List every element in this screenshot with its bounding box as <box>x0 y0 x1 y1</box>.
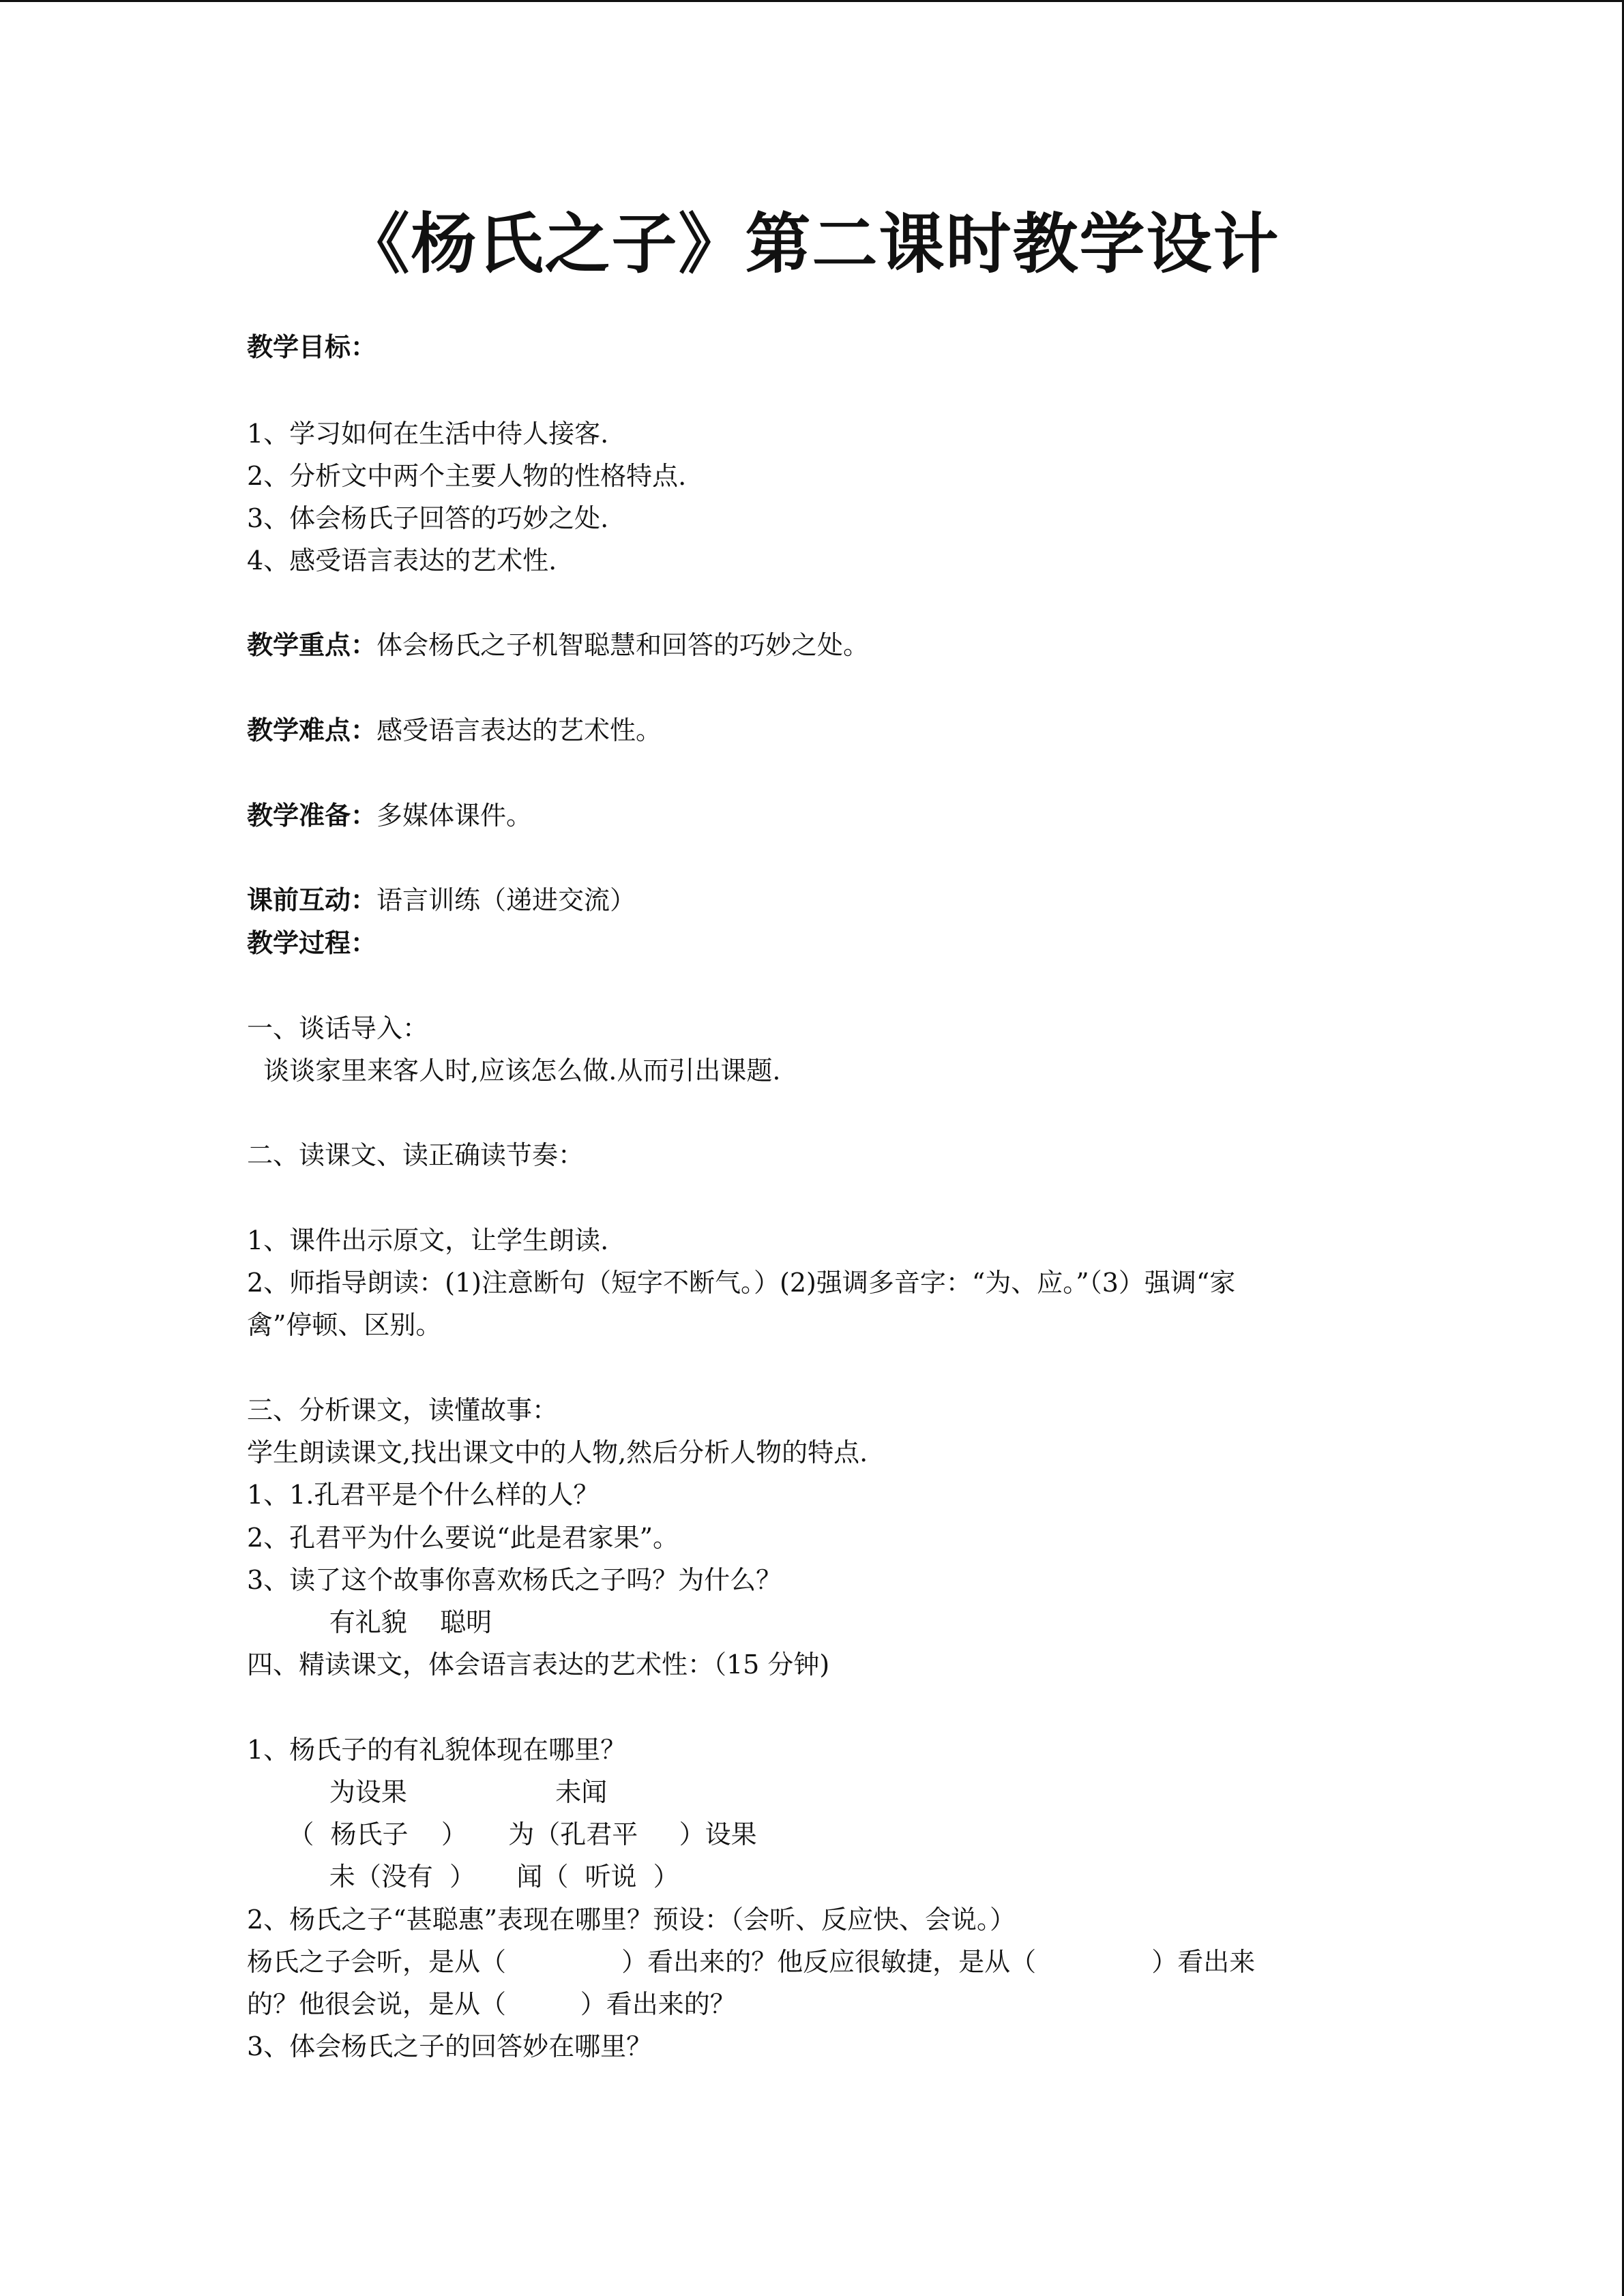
section4-question-3: 3、体会杨氏之子的回答妙在哪里？ <box>247 2031 653 2061</box>
goals-heading: 教学目标： <box>247 332 377 362</box>
section3-question-2: 2、孔君平为什么要说“此是君家果”。 <box>247 1523 679 1553</box>
difficulty-label: 教学难点： <box>247 715 377 745</box>
difficulty-text: 感受语言表达的艺术性。 <box>377 715 662 745</box>
document-title: 《杨氏之子》第二课时教学设计 <box>344 205 1280 282</box>
section1-text: 谈谈家里来客人时,应该怎么做.从而引出课题. <box>247 1056 781 1086</box>
preparation-text: 多媒体课件。 <box>377 801 533 831</box>
section2-item-2: 2、师指导朗读：(1)注意断句（短字不断气。）(2)强调多音字：“为、应。”（3）强调“家 <box>247 1268 1236 1298</box>
goal-item-2: 2、分析文中两个主要人物的性格特点. <box>247 461 687 491</box>
interaction-line <box>247 881 636 919</box>
preparation-line <box>247 796 532 835</box>
section3-heading: 三、分析课文，读懂故事： <box>247 1395 559 1425</box>
interaction-text: 语言训练（递进交流） <box>377 885 636 915</box>
section4-words-line: 为设果 未闻 <box>247 1777 608 1807</box>
section4-question-2-line3: 的？他很会说，是从（ ）看出来的？ <box>247 1989 736 2019</box>
goal-item-1: 1、学习如何在生活中待人接客. <box>247 419 609 449</box>
section3-question-1: 1、1.孔君平是个什么样的人？ <box>247 1480 600 1510</box>
section4-question-2: 2、杨氏之子“甚聪惠”表现在哪里？预设：（会听、反应快、会说。） <box>247 1905 1016 1935</box>
section4-question-2-line2: 杨氏之子会听，是从（ ）看出来的？他反应很敏捷，是从（ ）看出来 <box>247 1947 1256 1977</box>
section4-fill-1: （ 杨氏子 ） 为（孔君平 ）设果 <box>247 1819 757 1849</box>
section4-fill-2: 未（没有 ） 闻（ 听说 ） <box>247 1862 679 1892</box>
key-point-text: 体会杨氏之子机智聪慧和回答的巧妙之处。 <box>377 630 870 660</box>
key-point-line <box>247 626 869 664</box>
section1-heading: 一、谈话导入： <box>247 1013 429 1043</box>
section3-question-3: 3、读了这个故事你喜欢杨氏之子吗？为什么？ <box>247 1565 782 1595</box>
section3-answer: 有礼貌 聪明 <box>247 1607 492 1637</box>
section2-item-1: 1、课件出示原文，让学生朗读. <box>247 1225 609 1255</box>
goal-item-4: 4、感受语言表达的艺术性. <box>247 546 557 576</box>
section3-intro: 学生朗读课文,找出课文中的人物,然后分析人物的特点. <box>247 1437 868 1467</box>
goal-item-3: 3、体会杨氏子回答的巧妙之处. <box>247 503 609 533</box>
process-heading: 教学过程： <box>247 928 377 958</box>
difficulty-line <box>247 711 662 749</box>
key-point-label: 教学重点： <box>247 630 377 660</box>
section4-heading: 四、精读课文，体会语言表达的艺术性：（15 分钟) <box>247 1650 830 1680</box>
section4-question-1: 1、杨氏子的有礼貌体现在哪里？ <box>247 1735 627 1765</box>
interaction-label: 课前互动： <box>247 885 377 915</box>
preparation-label: 教学准备： <box>247 801 377 831</box>
section2-item-2-cont: 禽”停顿、区别。 <box>247 1310 442 1340</box>
section2-heading: 二、读课文、读正确读节奏： <box>247 1140 585 1170</box>
